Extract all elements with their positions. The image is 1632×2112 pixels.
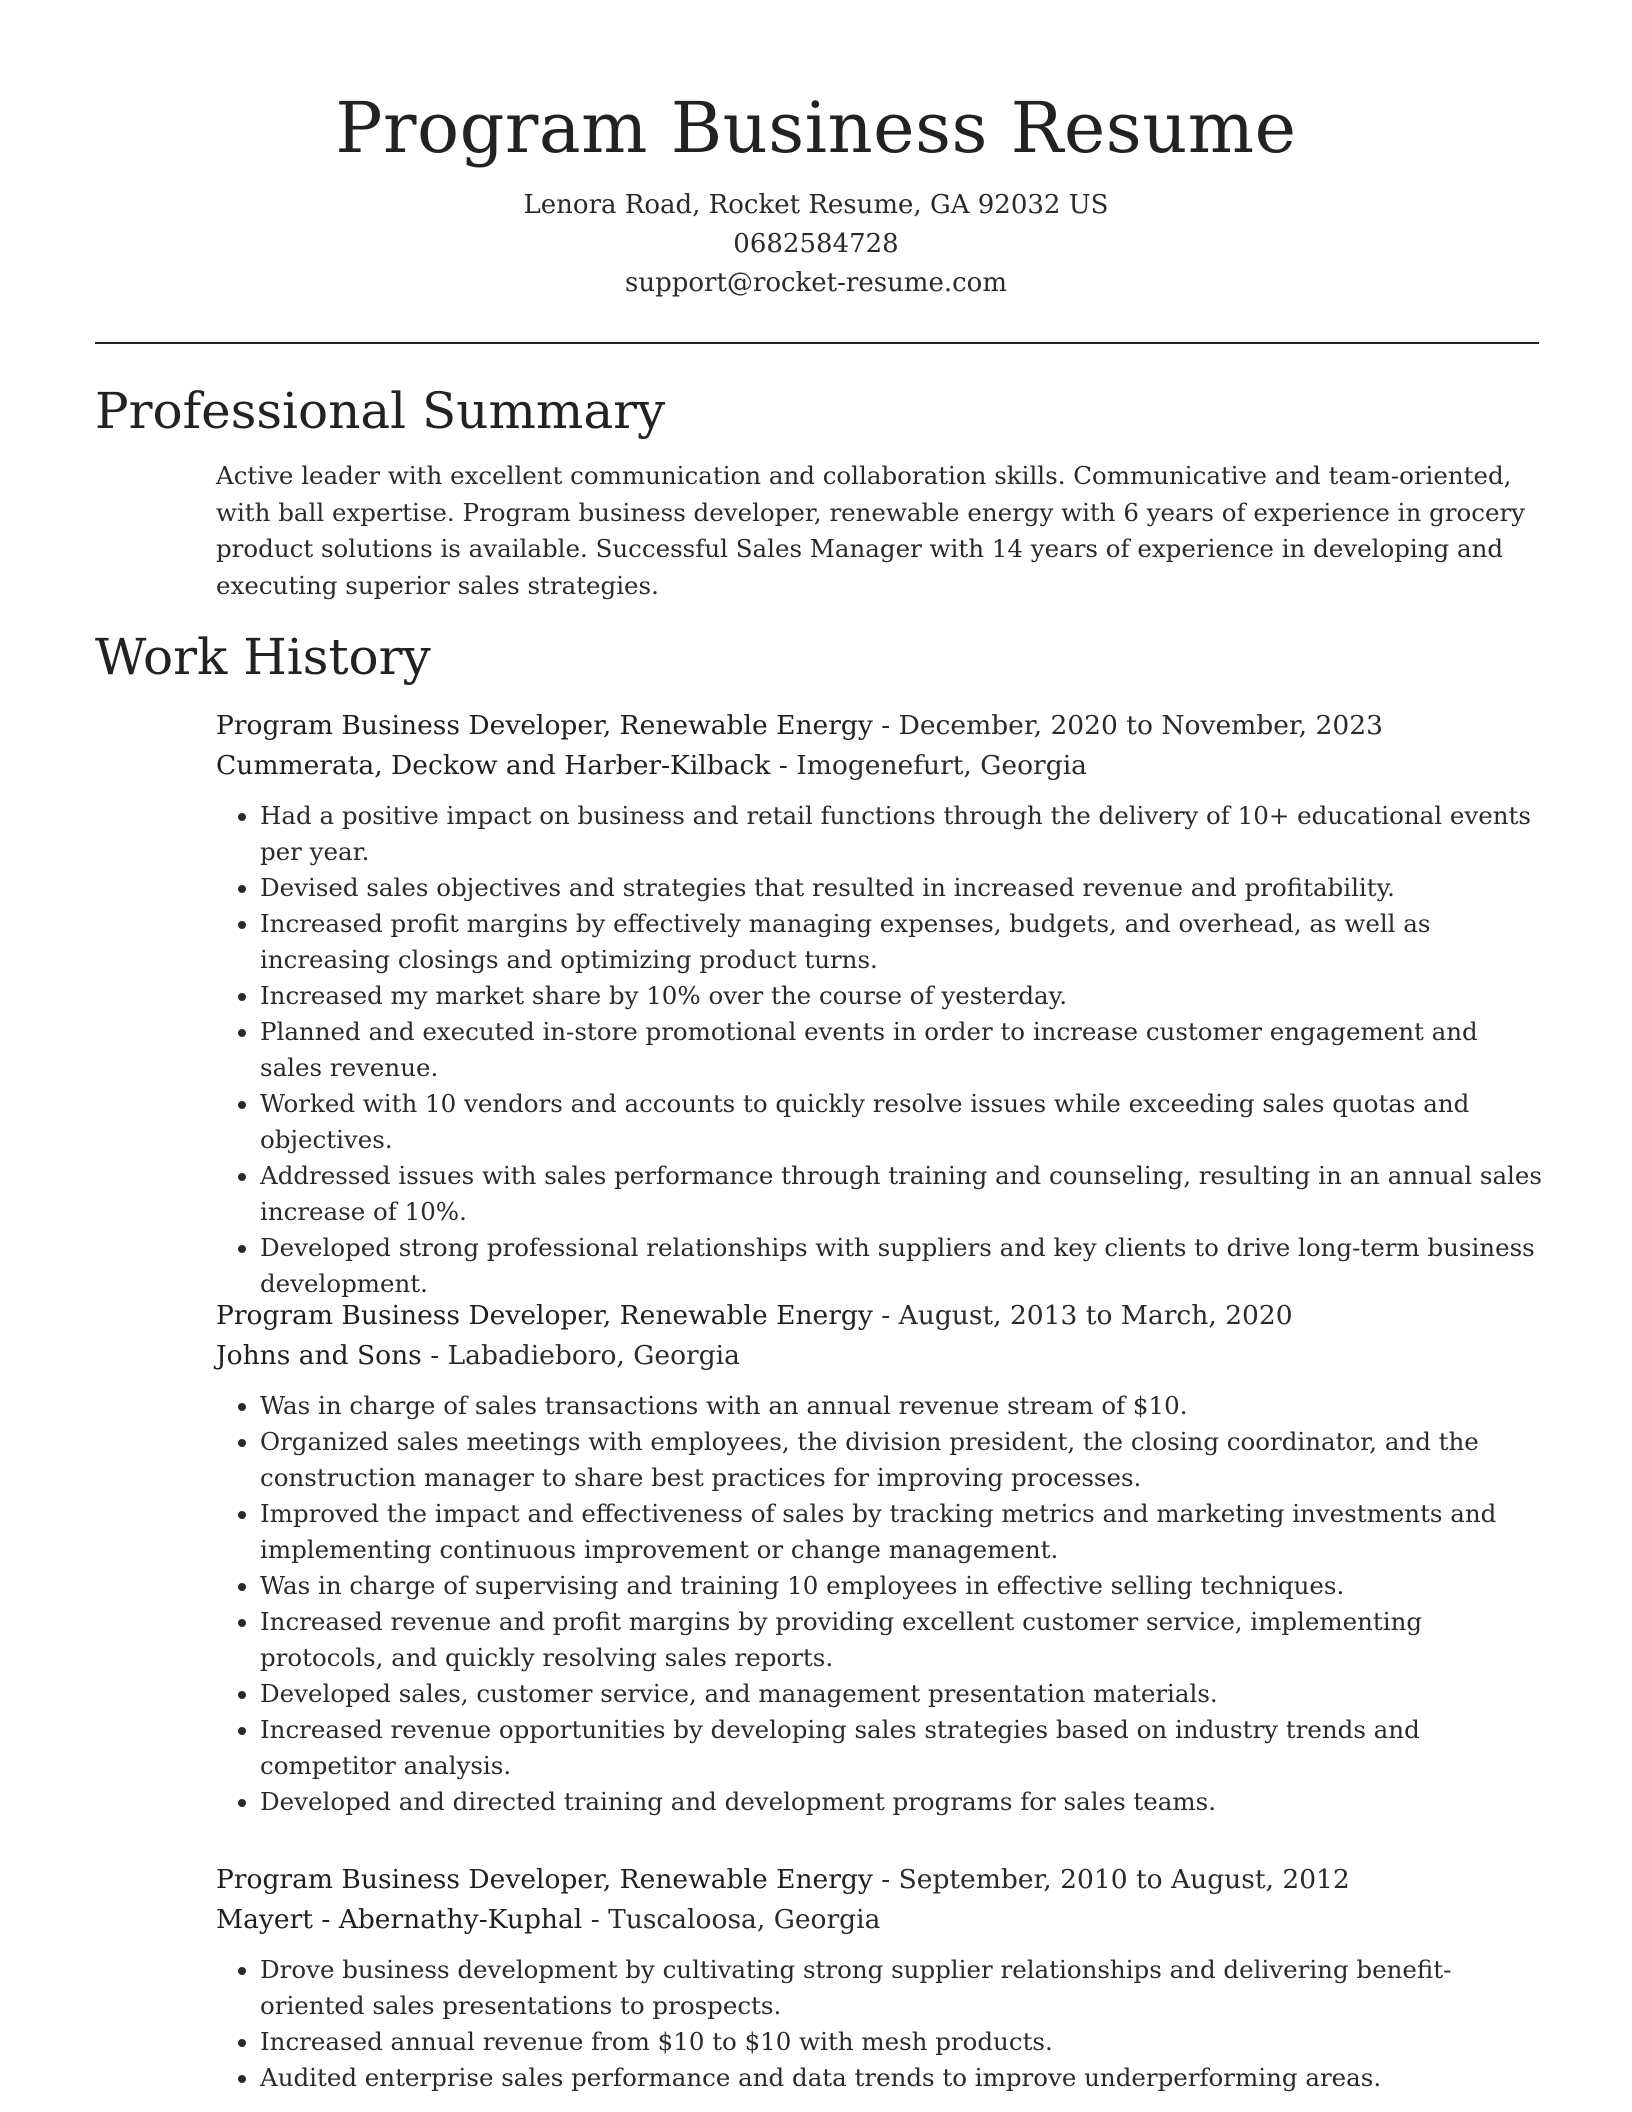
job-bullet: • Improved the impact and effectiveness of sales by tracking metrics and marketing investments and implementing continuous improvement or change management. xyxy=(260,1496,1546,1568)
contact-info xyxy=(0,186,1632,303)
resume-header xyxy=(0,88,1632,303)
job-title-line: Program Business Developer, Renewable Energy - December, 2020 to November, 2023 xyxy=(216,710,1383,741)
job-bullet: • Was in charge of supervising and training 10 employees in effective selling techniques. xyxy=(260,1568,1546,1604)
job-company-line: Johns and Sons - Labadieboro, Georgia xyxy=(216,1340,740,1371)
job-location: Tuscaloosa, Georgia xyxy=(608,1904,881,1935)
job-bullet: • Increased annual revenue from $10 to $10 with mesh products. xyxy=(260,2024,1546,2060)
job-bullets xyxy=(216,1388,1546,1820)
job-bullet: • Devised sales objectives and strategies that resulted in increased revenue and profitability. xyxy=(260,870,1546,906)
job-entry xyxy=(216,1296,1546,1820)
header-divider xyxy=(95,342,1539,344)
job-entry xyxy=(216,1860,1546,2096)
job-title-line: Program Business Developer, Renewable Energy - September, 2010 to August, 2012 xyxy=(216,1864,1350,1895)
email: support@rocket-resume.com xyxy=(624,268,1007,298)
job-bullet: • Audited enterprise sales performance and data trends to improve underperforming areas. xyxy=(260,2060,1546,2096)
job-company: Mayert - Abernathy-Kuphal xyxy=(216,1904,583,1935)
summary-text: Active leader with excellent communication and collaboration skills. Communicative and team-oriented, with ball expertise. Program business developer, renewable energy with 6 years of experience in grocery product solutions is available. Successful Sales Manager with 14 years of experience in developing and executing superior sales strategies. xyxy=(216,461,1525,600)
job-bullet: • Organized sales meetings with employees, the division president, the closing coordinator, and the construction manager to share best practices for improving processes. xyxy=(260,1424,1546,1496)
job-bullet: • Developed and directed training and development programs for sales teams. xyxy=(260,1784,1546,1820)
job-bullet: • Addressed issues with sales performance through training and counseling, resulting in an annual sales increase of 10%. xyxy=(260,1158,1546,1230)
job-bullet: • Developed strong professional relationships with suppliers and key clients to drive long-term business development. xyxy=(260,1230,1546,1302)
job-bullet: • Planned and executed in-store promotional events in order to increase customer engagement and sales revenue. xyxy=(260,1014,1546,1086)
job-company: Cummerata, Deckow and Harber-Kilback xyxy=(216,750,771,781)
job-company-line: Cummerata, Deckow and Harber-Kilback - Imogenefurt, Georgia xyxy=(216,750,1087,781)
job-title: Program Business Developer, Renewable Energy xyxy=(216,710,873,741)
job-bullet: • Had a positive impact on business and retail functions through the delivery of 10+ educational events per year. xyxy=(260,798,1546,870)
work-history-heading: Work History xyxy=(95,628,431,686)
job-title: Program Business Developer, Renewable Energy xyxy=(216,1864,873,1895)
job-company: Johns and Sons xyxy=(216,1340,422,1371)
job-bullet: • Increased revenue and profit margins by providing excellent customer service, implementing protocols, and quickly resolving sales reports. xyxy=(260,1604,1546,1676)
job-bullet: • Drove business development by cultivating strong supplier relationships and delivering benefit-oriented sales presentations to prospects. xyxy=(260,1952,1546,2024)
job-title: Program Business Developer, Renewable Energy xyxy=(216,1300,873,1331)
job-title-line: Program Business Developer, Renewable Energy - August, 2013 to March, 2020 xyxy=(216,1300,1293,1331)
job-entry xyxy=(216,706,1546,1302)
job-bullet: • Was in charge of sales transactions with an annual revenue stream of $10. xyxy=(260,1388,1546,1424)
address: Lenora Road, Rocket Resume, GA 92032 US xyxy=(523,190,1109,220)
job-bullet: • Increased profit margins by effectively managing expenses, budgets, and overhead, as well as increasing closings and optimizing product turns. xyxy=(260,906,1546,978)
job-bullets xyxy=(216,798,1546,1302)
job-bullet: • Worked with 10 vendors and accounts to quickly resolve issues while exceeding sales quotas and objectives. xyxy=(260,1086,1546,1158)
job-bullets xyxy=(216,1952,1546,2096)
resume-title: Program Business Resume xyxy=(335,87,1297,169)
job-bullet: • Increased revenue opportunities by developing sales strategies based on industry trends and competitor analysis. xyxy=(260,1712,1546,1784)
job-bullet: • Increased my market share by 10% over the course of yesterday. xyxy=(260,978,1546,1014)
summary-heading: Professional Summary xyxy=(95,382,666,440)
phone: 0682584728 xyxy=(733,229,899,259)
job-dates: December, 2020 to November, 2023 xyxy=(898,710,1383,741)
job-dates: August, 2013 to March, 2020 xyxy=(898,1300,1293,1331)
job-location: Imogenefurt, Georgia xyxy=(796,750,1087,781)
job-dates: September, 2010 to August, 2012 xyxy=(898,1864,1350,1895)
job-company-line: Mayert - Abernathy-Kuphal - Tuscaloosa, Georgia xyxy=(216,1904,881,1935)
job-location: Labadieboro, Georgia xyxy=(447,1340,740,1371)
job-bullet: • Developed sales, customer service, and management presentation materials. xyxy=(260,1676,1546,1712)
